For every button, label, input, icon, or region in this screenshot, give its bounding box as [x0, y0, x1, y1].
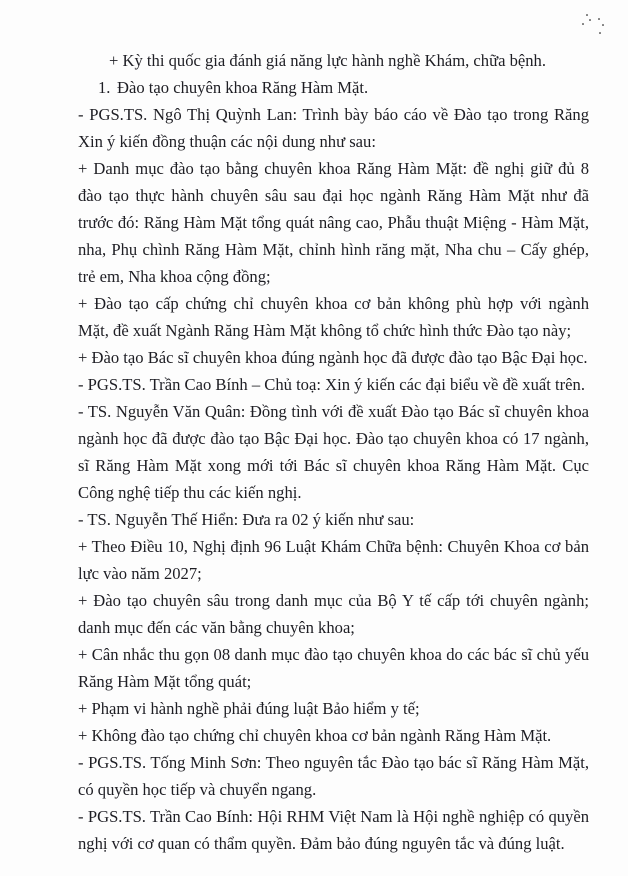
line-text: - TS. Nguyễn Thế Hiển: Đưa ra 02 ý kiến như sau:: [78, 510, 415, 529]
line-text: trước đó: Răng Hàm Mặt tổng quát nâng cao, Phẫu thuật Miệng - Hàm Mặt,: [78, 213, 589, 232]
line-text: + Danh mục đào tạo bằng chuyên khoa Răng Hàm Mặt: đề nghị giữ đủ 8: [78, 159, 589, 178]
text-line: [78, 209, 589, 236]
line-text: Xin ý kiến đồng thuận các nội dung như sau:: [78, 132, 376, 151]
line-text: - PGS.TS. Ngô Thị Quỳnh Lan: Trình bày báo cáo về Đào tạo trong Răng: [78, 105, 589, 124]
text-line: [78, 155, 589, 182]
line-text: đào tạo thực hành chuyên sâu sau đại học ngành Răng Hàm Mặt như đã: [78, 186, 589, 205]
line-text: ngành học đã được đào tạo Bậc Đại học. Đào tạo chuyên khoa có 17 ngành,: [78, 429, 589, 448]
text-line: [78, 47, 589, 74]
line-text: + Đào tạo Bác sĩ chuyên khoa đúng ngành học đã được đào tạo Bậc Đại học.: [78, 348, 588, 367]
line-text: Đào tạo chuyên khoa Răng Hàm Mặt.: [117, 78, 369, 97]
text-line: [78, 587, 589, 614]
numbered-heading: [78, 74, 589, 101]
line-text: sĩ Răng Hàm Mặt xong mới tới Bác sĩ chuyên khoa Răng Hàm Mặt. Cục: [78, 456, 589, 475]
text-line: [78, 128, 589, 155]
text-line: [78, 776, 589, 803]
line-text: danh mục đến các văn bằng chuyên khoa;: [78, 618, 355, 637]
text-line: [78, 182, 589, 209]
line-text: Mặt, đề xuất Ngành Răng Hàm Mặt không tổ chức hình thức Đào tạo này;: [78, 321, 572, 340]
line-text: - PGS.TS. Trần Cao Bính: Hội RHM Việt Nam là Hội nghề nghiệp có quyền: [78, 807, 589, 826]
line-text: + Phạm vi hành nghề phải đúng luật Bảo hiểm y tế;: [78, 699, 420, 718]
line-text: nghị với cơ quan có thẩm quyền. Đảm bảo đúng nguyên tắc và đúng luật.: [78, 834, 565, 853]
line-text: nha, Phụ chình Răng Hàm Mặt, chỉnh hình răng mặt, Nha chu – Cấy ghép,: [78, 240, 589, 259]
text-line: [78, 506, 589, 533]
text-line: [78, 290, 589, 317]
line-text: - PGS.TS. Trần Cao Bính – Chủ toạ: Xin ý kiến các đại biểu về đề xuất trên.: [78, 375, 585, 394]
text-line: [78, 101, 589, 128]
line-text: Răng Hàm Mặt tổng quát;: [78, 672, 252, 691]
line-text: - TS. Nguyễn Văn Quân: Đồng tình với đề xuất Đào tạo Bác sĩ chuyên khoa: [78, 402, 589, 421]
line-text: + Cân nhắc thu gọn 08 danh mục đào tạo chuyên khoa do các bác sĩ chủ yếu: [78, 645, 589, 664]
text-line: [78, 803, 589, 830]
text-line: [78, 398, 589, 425]
text-line: [78, 479, 589, 506]
text-line: [78, 371, 589, 398]
text-line: [78, 344, 589, 371]
line-text: lực vào năm 2027;: [78, 564, 202, 583]
text-line: [78, 425, 589, 452]
text-line: [78, 830, 589, 857]
text-line: [78, 263, 589, 290]
line-text: - PGS.TS. Tống Minh Sơn: Theo nguyên tắc Đào tạo bác sĩ Răng Hàm Mặt,: [78, 753, 589, 772]
text-line: [78, 749, 589, 776]
scan-specks: [578, 10, 608, 40]
list-number: 1.: [98, 78, 111, 97]
text-line: [78, 641, 589, 668]
line-text: + Kỳ thi quốc gia đánh giá năng lực hành nghề Khám, chữa bệnh.: [109, 51, 547, 70]
line-text: trẻ em, Nha khoa cộng đồng;: [78, 267, 271, 286]
text-line: [78, 452, 589, 479]
text-line: [78, 236, 589, 263]
text-line: [78, 668, 589, 695]
line-text: + Theo Điều 10, Nghị định 96 Luật Khám Chữa bệnh: Chuyên Khoa cơ bản: [78, 537, 589, 556]
line-text: + Đào tạo cấp chứng chỉ chuyên khoa cơ bản không phù hợp với ngành: [78, 294, 589, 313]
line-text: + Đào tạo chuyên sâu trong danh mục của Bộ Y tế cấp tới chuyên ngành;: [78, 591, 589, 610]
text-line: [78, 533, 589, 560]
text-line: [78, 560, 589, 587]
line-text: + Không đào tạo chứng chỉ chuyên khoa cơ bản ngành Răng Hàm Mặt.: [78, 726, 552, 745]
document-page: [78, 47, 589, 857]
text-line: [78, 695, 589, 722]
text-line: [78, 722, 589, 749]
line-text: có quyền học tiếp và chuyển ngang.: [78, 780, 317, 799]
text-line: [78, 317, 589, 344]
text-line: [78, 614, 589, 641]
line-text: Công nghệ tiếp thu các kiến nghị.: [78, 483, 302, 502]
